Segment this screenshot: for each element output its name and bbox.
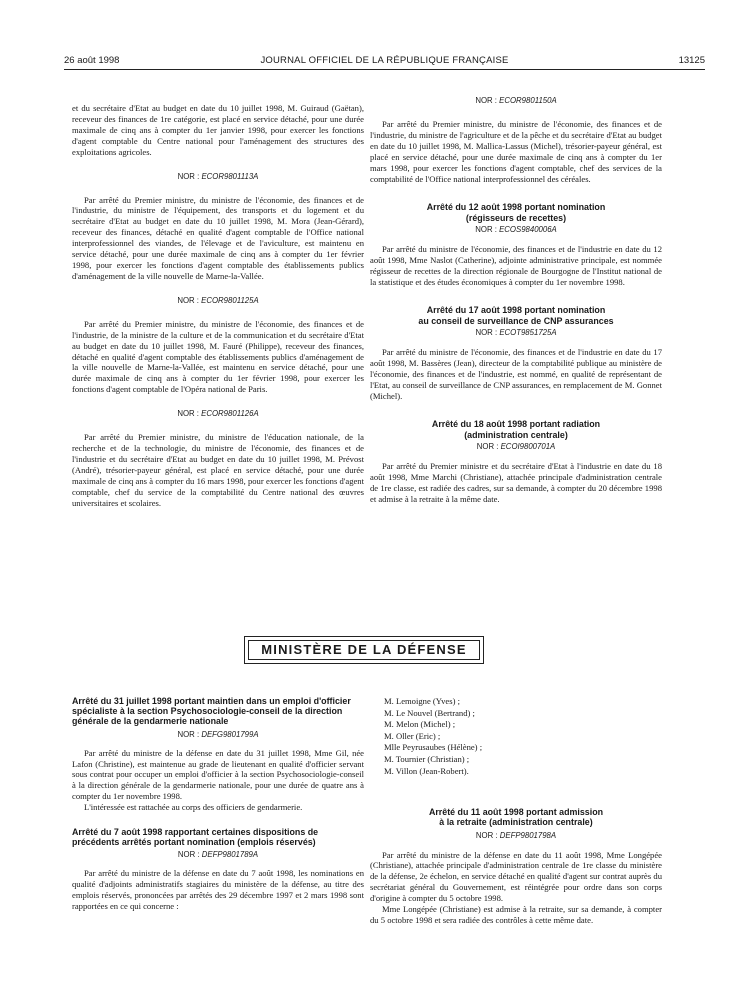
column-top-left bbox=[72, 103, 364, 508]
paragraph: et du secrétaire d'Etat au budget en date du 10 juillet 1998, M. Guiraud (Gaëtan), receveur des finances de 1re catégorie, est placé en service détaché, pour une durée maximale de cinq ans à compter du 1er janvier 1998, pour exercer les fonctions d'agent comptable du Centre national pour l'aménagement des structures des exploitations agricoles. bbox=[72, 103, 364, 157]
paragraph: Par arrêté du Premier ministre, du ministre de l'économie, des finances et de l'industrie, du ministre de l'agriculture et de la pêche et du secrétaire d'Etat au budget en date du 10 juillet 1998, M. Mallica-Lassus (Michel), trésorier-payeur général, est placé en service détaché, pour une durée maximale de cinq ans à compter du 1er mars 1998, pour exercer les fonctions d'agent comptable, chef des services de la comptabilité de l'Office national interprofessionnel des céréales. bbox=[370, 119, 662, 184]
name-list bbox=[370, 696, 662, 777]
page-number: 13125 bbox=[678, 55, 705, 66]
nor-reference: NOR : ECOR9801126A bbox=[177, 409, 259, 419]
article-title: Arrêté du 11 août 1998 portant admission à la retraite (administration centrale) bbox=[428, 807, 604, 828]
ministry-heading-text: MINISTÈRE DE LA DÉFENSE bbox=[248, 640, 480, 660]
nor-reference: NOR : DEFP9801789A bbox=[177, 850, 259, 860]
paragraph: Par arrêté du Premier ministre, du ministre de l'économie, des finances et de l'industrie, du ministre de l'équipement, des transports et du logement et du secrétaire d'Etat au budget en date du 10 juillet 1998, M. Mora (Jean-Gérard), receveur des finances, détaché en qualité d'agent comptable de l'Office national interprofessionnel des viandes, de l'élevage et de l'aviculture, est maintenu en service détaché, pour une durée maximale de cinq ans à compter du 1er février 1998, pour exercer les fonctions d'agent comptable des établissements publics d'aménagement de la ville nouvelle de Marne-la-Vallée. bbox=[72, 194, 364, 281]
paragraph: Par arrêté du Premier ministre et du secrétaire d'Etat à l'industrie en date du 18 août 1998, Mme Marchi (Christiane), attachée principale d'administration centrale de 1re classe, est radiée des cadres, sur sa demande, à compter du 20 décembre 1998 et admise à la retraite à la même date. bbox=[370, 460, 662, 504]
journal-title: JOURNAL OFFICIEL DE LA RÉPUBLIQUE FRANÇAISE bbox=[260, 55, 509, 66]
article-title: Arrêté du 7 août 1998 rapportant certaines dispositions de précédents arrêtés portant nomination (emplois réservés) bbox=[72, 827, 319, 848]
nor-reference: NOR : ECOR9801113A bbox=[177, 171, 259, 181]
list-item: M. Le Nouvel (Bertrand) ; bbox=[384, 707, 475, 718]
ministry-heading bbox=[244, 636, 484, 664]
paragraph: Par arrêté du ministre de la défense en date du 31 juillet 1998, Mme Gil, née Lafon (Christine), est maintenue au grade de lieutenant en qualité d'officier servant sous contrat pour occuper un emploi d'officier à la section Psychosociologie-conseil à la direction générale de la gendarmerie nationale, pour une durée de quatre ans à compter du 1er novembre 1998. bbox=[72, 747, 364, 802]
nor-reference: NOR : DEFP9801798A bbox=[475, 830, 557, 840]
article-title: Arrêté du 18 août 1998 portant radiation (administration centrale) bbox=[431, 419, 601, 440]
column-top-right bbox=[370, 96, 662, 504]
nor-reference: NOR : ECOS9840006A bbox=[475, 224, 557, 234]
article-title: Arrêté du 17 août 1998 portant nomination au conseil de surveillance de CNP assurances bbox=[418, 305, 614, 326]
list-item: M. Lemoigne (Yves) ; bbox=[384, 696, 460, 706]
article-title: Arrêté du 12 août 1998 portant nomination (régisseurs de recettes) bbox=[426, 202, 606, 223]
list-item: M. Melon (Michel) ; bbox=[384, 719, 456, 730]
column-bottom-left bbox=[72, 696, 364, 912]
article-title: Arrêté du 31 juillet 1998 portant maintien dans un emploi d'officier spécialiste à la section Psychosociologie-conseil de la direction générale de la gendarmerie nationale bbox=[72, 696, 351, 727]
paragraph: Par arrêté du ministre de la défense en date du 7 août 1998, les nominations en qualité d'adjoints administratifs stagiaires du ministère de la défense, au titre des emplois réservés, prononcées par arrêtés des 29 décembre 1997 et 2 mars 1998 sont rapportées en ce qui concerne : bbox=[72, 868, 364, 912]
column-bottom-right bbox=[370, 696, 662, 926]
nor-reference: NOR : ECOR9801150A bbox=[475, 96, 557, 105]
paragraph: Par arrêté du Premier ministre, du ministre de l'économie, des finances et de l'industrie, de la ministre de la culture et de la communication et du secrétaire d'Etat au budget en date du 10 juillet 1998, M. Fauré (Philippe), receveur des finances, détaché en qualité d'agent comptable des établissements publics d'aménagement de la ville nouvelle de Marne-la-Vallée, est maintenu en service détaché, pour une durée maximale de cinq ans à compter du 1er février 1998, pour exercer les fonctions d'agent comptable de l'Opéra national de Paris. bbox=[72, 318, 364, 395]
list-item: M. Tournier (Christian) ; bbox=[384, 753, 470, 764]
list-item: Mlle Peyrusaubes (Hélène) ; bbox=[384, 742, 483, 753]
paragraph: Par arrêté du ministre de la défense en date du 11 août 1998, Mme Longépée (Christiane), attachée principale d'administration centrale de 1re classe du ministère de la défense, 2e échelon, en service détaché en qualité d'agent sur contrat auprès du secrétariat général du Gouvernement, est réintégrée pour ordre dans son corps d'origine à compter du 5 octobre 1998. bbox=[370, 849, 662, 904]
paragraph: Mme Longépée (Christiane) est admise à la retraite, sur sa demande, à compter du 5 octobre 1998 et sera radiée des contrôles à cette même date. bbox=[370, 904, 662, 925]
paragraph: Par arrêté du ministre de l'économie, des finances et de l'industrie en date du 17 août 1998, M. Bassères (Jean), directeur de la comptabilité publique au ministère de l'économie, des finances et de l'industrie, est nommé, en qualité de représentant de l'Etat, au conseil de surveillance de CNP assurances, en remplacement de M. Gonnet (Michel). bbox=[370, 346, 662, 401]
issue-date: 26 août 1998 bbox=[64, 55, 120, 66]
nor-reference: NOR : ECOT9851725A bbox=[475, 327, 557, 337]
paragraph: Par arrêté du Premier ministre, du ministre de l'éducation nationale, de la recherche et de la technologie, du ministre de l'économie, des finances et de l'industrie et du secrétaire d'Etat au budget en date du 10 juillet 1998, M. Prévost (André), trésorier-payeur général, est placé en service détaché, pour une durée maximale de cinq ans à compter du 16 mars 1998, pour exercer les fonctions d'agent comptable, chef du service de la comptabilité du Centre national des œuvres universitaires et scolaires. bbox=[72, 432, 364, 508]
header-rule bbox=[64, 69, 705, 70]
list-item: M. Oller (Eric) ; bbox=[384, 730, 441, 741]
paragraph: L'intéressée est rattachée au corps des officiers de gendarmerie. bbox=[84, 802, 303, 813]
paragraph: Par arrêté du ministre de l'économie, des finances et de l'industrie en date du 12 août 1998, Mme Naslot (Catherine), adjointe administrative principale, est nommée régisseur de recettes de la direction régionale de Bourgogne de l'Institut national de la statistique et des études économiques à compter du 1er novembre 1998. bbox=[370, 243, 662, 287]
list-item: M. Villon (Jean-Robert). bbox=[384, 765, 469, 776]
nor-reference: NOR : ECOI9800701A bbox=[476, 441, 556, 451]
nor-reference: NOR : ECOR9801125A bbox=[177, 295, 259, 305]
nor-reference: NOR : DEFG9801799A bbox=[177, 729, 259, 739]
